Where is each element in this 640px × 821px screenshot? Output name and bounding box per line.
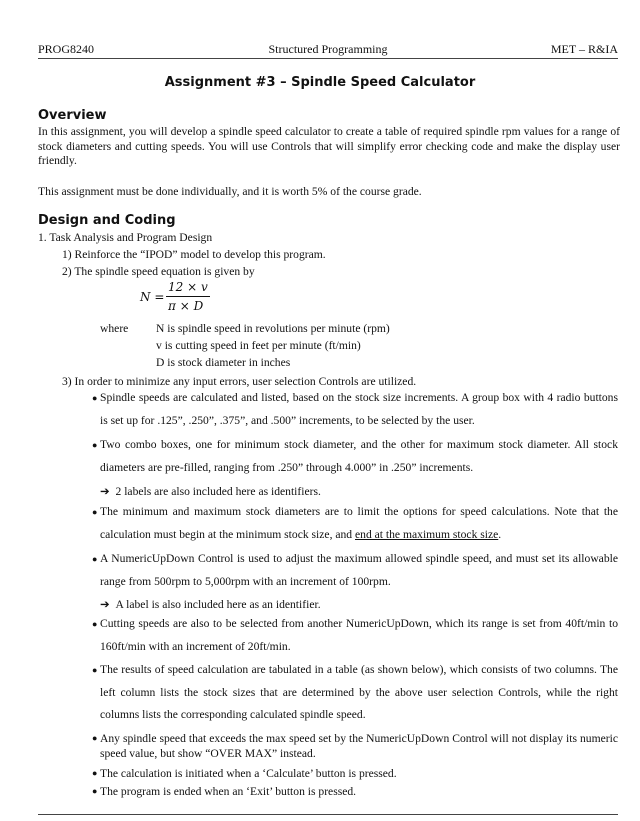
overview-para-2: This assignment must be done individually, and it is worth 5% of the course grade. <box>38 185 422 198</box>
arrow-text: A label is also included here as an identifier. <box>115 598 321 611</box>
bullet-dot: ● <box>92 768 98 778</box>
bullet-calculate <box>92 766 618 781</box>
bullet-text: The program is ended when an ‘Exit’ button is pressed. <box>100 785 357 798</box>
bullet-cutting-speeds <box>92 613 618 658</box>
def-n: N is spindle speed in revolutions per minute (rpm) <box>156 322 390 335</box>
underlined-text: end at the maximum stock size <box>355 527 499 541</box>
bullet-dot: ● <box>92 786 98 796</box>
bullet-over-max <box>92 731 618 761</box>
equation-lhs: N = <box>140 290 165 304</box>
sub-item-3: 3) In order to minimize any input errors, user selection Controls are utilized. <box>62 375 417 388</box>
assignment-title: Assignment #3 – Spindle Speed Calculator <box>164 75 476 90</box>
fraction-bar <box>166 296 210 297</box>
bullet-dot: ● <box>92 440 98 450</box>
bullet-dot: ● <box>92 554 98 564</box>
arrow-text: 2 labels are also included here as identifiers. <box>115 485 321 498</box>
sub-item-2: 2) The spindle speed equation is given by <box>62 265 255 278</box>
bullet-text: The calculation is initiated when a ‘Calculate’ button is pressed. <box>100 767 397 780</box>
bullet-dot: ● <box>92 733 98 743</box>
arrow-note-labels <box>100 484 321 498</box>
where-label: where <box>100 322 129 335</box>
bullet-min-max <box>92 501 618 546</box>
course-code: PROG8240 <box>38 42 95 56</box>
arrow-icon: ➔ <box>100 598 110 611</box>
bullet-text: The results of speed calculation are tabulated in a table (as shown below), which consists of two columns. The left column lists the stock sizes that are determined by the above user selection Controls, while the right columns lists the corresponding calculated spindle speed. <box>100 663 618 721</box>
bullet-dot: ● <box>92 393 98 403</box>
bullet-text: A NumericUpDown Control is used to adjust the maximum allowed spindle speed, and must set its allowable range from 500rpm to 5,000rpm with an increment of 100rpm. <box>100 552 618 588</box>
bullet-dot: ● <box>92 619 98 629</box>
bullet-text: Cutting speeds are also to be selected from another NumericUpDown, which its range is set from 40ft/min to 160ft/min with an increment of 20ft/min. <box>100 617 618 653</box>
design-heading: Design and Coding <box>38 213 176 228</box>
bullet-numeric-updown <box>92 548 618 593</box>
def-d: D is stock diameter in inches <box>156 356 291 369</box>
equation-numerator: 12 × v <box>168 280 208 294</box>
task-analysis-item: 1. Task Analysis and Program Design <box>38 231 213 244</box>
course-name: Structured Programming <box>268 42 388 56</box>
bullet-increments <box>92 387 618 432</box>
bullet-results-table <box>92 659 618 727</box>
bullet-text: Spindle speeds are calculated and listed, based on the stock size increments. A group box with 4 radio buttons is set up for .125”, .250”, .375”, and .500” increments, to be selected by the user. <box>100 391 618 427</box>
overview-para-1: In this assignment, you will develop a spindle speed calculator to create a table of required spindle rpm values for a range of stock diameters and cutting speeds. You will use Controls that will simplify error checking code and make the display user friendly. <box>38 125 620 167</box>
bullet-text: Two combo boxes, one for minimum stock diameter, and the other for maximum stock diameter. All stock diameters are pre-filled, ranging from .250” through 4.000” in .250” increments. <box>100 438 618 474</box>
bullet-end: . <box>498 527 502 541</box>
bullet-dot: ● <box>92 507 98 517</box>
bullet-combo-boxes <box>92 434 618 479</box>
bullet-exit <box>92 784 618 799</box>
arrow-icon: ➔ <box>100 485 110 498</box>
sub-item-1: 1) Reinforce the “IPOD” model to develop this program. <box>62 248 326 261</box>
bullet-text: The minimum and maximum stock diameters are to limit the options for speed calculations. Note that the calculation must begin at the minimum stock size, and <box>100 505 618 541</box>
footer-rule <box>38 814 618 815</box>
overview-heading: Overview <box>38 108 107 123</box>
arrow-note-label <box>100 597 321 611</box>
def-v: v is cutting speed in feet per minute (ft/min) <box>156 339 361 352</box>
header-rule <box>38 58 618 59</box>
bullet-text: Any spindle speed that exceeds the max speed set by the NumericUpDown Control will not display its numeric speed value, but show “OVER MAX” instead. <box>100 732 618 760</box>
equation-denominator: π × D <box>168 299 204 313</box>
bullet-dot: ● <box>92 665 98 675</box>
program-name: MET – R&IA <box>550 42 618 56</box>
